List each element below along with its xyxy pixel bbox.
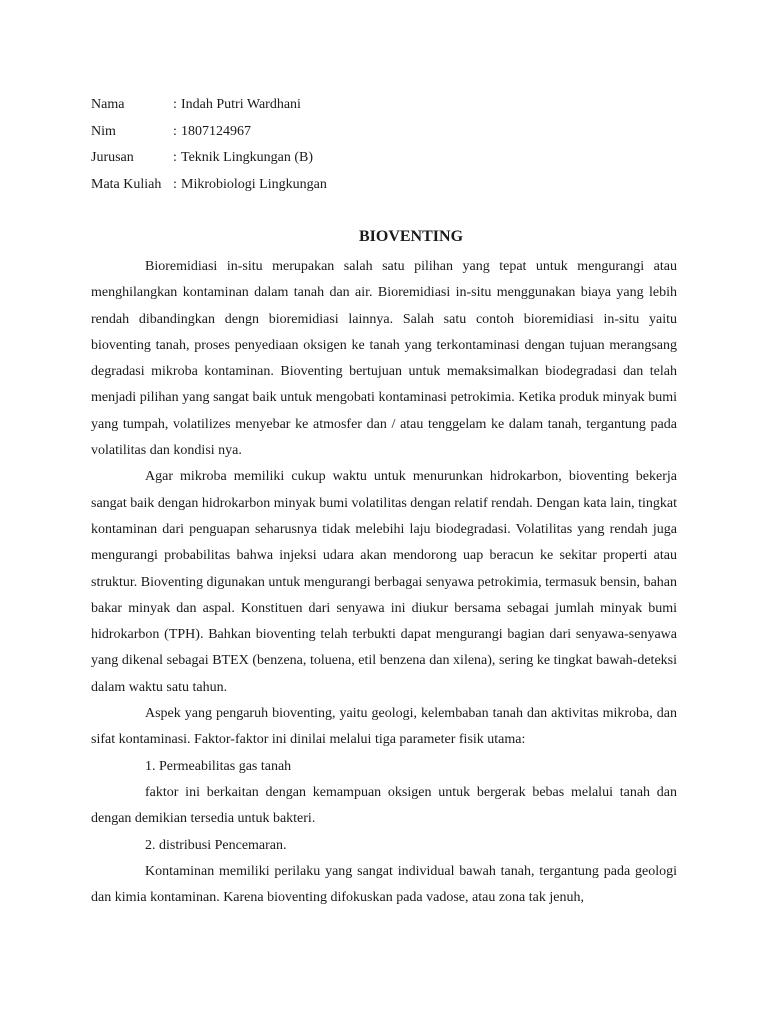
- header-label: Nim: [91, 123, 116, 139]
- header-value: Indah Putri Wardhani: [181, 97, 301, 112]
- header-label: Nama: [91, 97, 125, 112]
- document-title: BIOVENTING: [358, 228, 464, 245]
- header-value: Teknik Lingkungan (B): [181, 150, 313, 165]
- header-row-mata-kuliah: [91, 172, 327, 199]
- header-separator: :: [173, 123, 177, 139]
- header-separator: :: [173, 150, 177, 165]
- list-item-distribution: 2. distribusi Pencemaran.: [145, 837, 287, 853]
- header-row-nama: [91, 92, 327, 119]
- header-row-nim: [91, 119, 327, 146]
- paragraph-intro: Bioremidiasi in-situ merupakan salah satu pilihan yang tepat untuk mengurangi atau menghilangkan kontaminan dalam tanah dan air. Bioremidiasi in-situ menggunakan biaya yang lebih rendah dibandingkan dengn bioremidiasi lainnya. Salah satu contoh bioremidiasi in-situ yaitu bioventing tanah, proses penyediaan oksigen ke tanah yang terkontaminasi dengan tujuan merangsang degradasi mikroba kontaminan. Bioventing bertujuan untuk memaksimalkan biodegradasi dan telah menjadi pilihan yang sangat baik untuk mengobati kontaminasi petrokimia. Ketika produk minyak bumi yang tumpah, volatilizes menyebar ke atmosfer dan / atau tenggelam ke dalam tanah, tergantung pada volatilitas dan kondisi nya.: [91, 259, 677, 459]
- header-row-jurusan: [91, 145, 327, 172]
- header-label: Jurusan: [91, 150, 134, 165]
- paragraph-distribution-desc: Kontaminan memiliki perilaku yang sangat individual bawah tanah, tergantung pada geologi dan kimia kontaminan. Karena bioventing difokuskan pada vadose, atau zona tak jenuh,: [91, 863, 677, 906]
- header-value: 1807124967: [181, 123, 251, 139]
- list-item-permeability: 1. Permeabilitas gas tanah: [145, 758, 292, 774]
- header-label: Mata Kuliah: [91, 176, 162, 192]
- paragraph-aspects: Aspek yang pengaruh bioventing, yaitu geologi, kelembaban tanah dan aktivitas mikroba, dan sifat kontaminasi. Faktor-faktor ini dinilai melalui tiga parameter fisik utama:: [91, 706, 677, 748]
- document-body: [91, 254, 677, 911]
- header-separator: :: [173, 97, 177, 112]
- student-info-header: [91, 92, 327, 198]
- header-value: Mikrobiologi Lingkungan: [181, 176, 327, 192]
- header-separator: :: [173, 176, 177, 192]
- paragraph-volatility: Agar mikroba memiliki cukup waktu untuk menurunkan hidrokarbon, bioventing bekerja sangat baik dengan hidrokarbon minyak bumi volatilitas dengan relatif rendah. Dengan kata lain, tingkat kontaminan dari penguapan seharusnya tidak melebihi laju biodegradasi. Volatilitas yang rendah juga mengurangi probabilitas bahwa injeksi udara akan mendorong uap beracun ke sekitar properti atau struktur. Bioventing digunakan untuk mengurangi berbagai senyawa petrokimia, termasuk bensin, bahan bakar minyak dan aspal. Konstituen dari senyawa ini diukur bersama sebagai jumlah minyak bumi hidrokarbon (TPH). Bahkan bioventing telah terbukti dapat mengurangi bagian dari senyawa-senyawa yang dikenal sebagai BTEX (benzena, toluena, etil benzena dan xilena), sering ke tingkat bawah-deteksi dalam waktu satu tahun.: [91, 469, 677, 695]
- paragraph-permeability-desc: faktor ini berkaitan dengan kemampuan oksigen untuk bergerak bebas melalui tanah dan dengan demikian tersedia untuk bakteri.: [91, 784, 677, 827]
